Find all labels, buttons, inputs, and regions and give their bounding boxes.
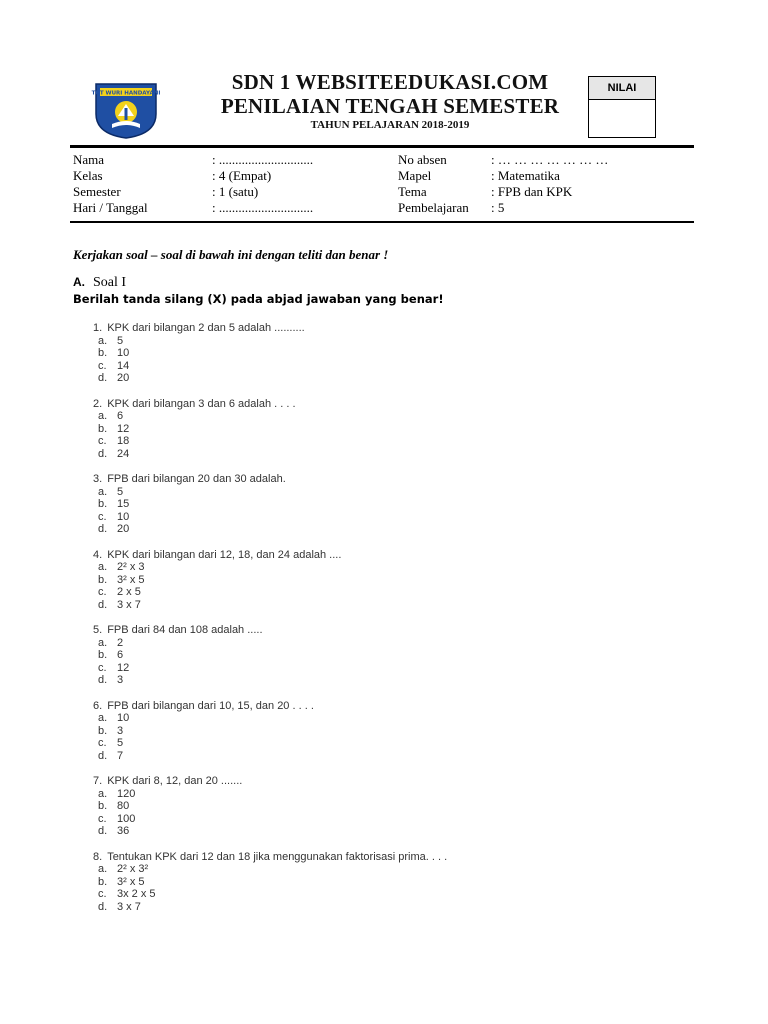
answer-option[interactable]	[93, 360, 447, 373]
option-letter: a.	[98, 485, 108, 498]
info-label: Semester	[73, 184, 121, 199]
question-text	[93, 549, 447, 562]
question-item	[93, 473, 447, 549]
question-item	[93, 624, 447, 700]
answer-option[interactable]	[93, 335, 447, 348]
info-value: : FPB dan KPK	[491, 184, 573, 199]
question-item	[93, 322, 447, 398]
info-value: : 1 (satu)	[212, 184, 259, 199]
answer-option[interactable]	[93, 813, 447, 826]
question-list	[93, 322, 447, 926]
answer-option[interactable]	[93, 486, 447, 499]
question-item	[93, 775, 447, 851]
answer-option[interactable]	[93, 725, 447, 738]
question-number: 8.	[93, 850, 103, 863]
question-number: 6.	[93, 699, 103, 712]
option-letter: d.	[98, 749, 108, 762]
option-letter: d.	[98, 825, 108, 837]
answer-option[interactable]	[93, 498, 447, 511]
section-heading	[73, 275, 126, 291]
answer-option[interactable]	[93, 448, 447, 461]
answer-option[interactable]	[93, 662, 447, 675]
option-text: 7	[117, 749, 124, 762]
option-text: 2² x 3²	[117, 863, 149, 875]
option-letter: c.	[98, 661, 107, 674]
answer-option[interactable]	[93, 825, 447, 838]
question-text	[93, 700, 447, 713]
section-title: Soal I	[93, 275, 127, 290]
option-letter: c.	[98, 737, 107, 749]
option-text: 10	[117, 712, 130, 724]
option-text: 5	[117, 334, 124, 347]
option-text: 20	[117, 523, 130, 535]
option-text: 2² x 3	[117, 561, 145, 573]
question-text	[93, 624, 447, 637]
question-item	[93, 700, 447, 776]
question-item	[93, 398, 447, 474]
question-number: 2.	[93, 397, 103, 410]
info-label: Mapel	[398, 168, 432, 183]
option-text: 2 x 5	[117, 586, 141, 598]
option-letter: b.	[98, 724, 108, 737]
question-text	[93, 473, 447, 486]
exam-title: PENILAIAN TENGAH SEMESTER	[220, 94, 560, 118]
question-body: KPK dari bilangan dari 12, 18, dan 24 adalah ....	[107, 548, 342, 561]
answer-option[interactable]	[93, 888, 447, 901]
option-letter: d.	[98, 900, 108, 913]
info-value: : 5	[491, 200, 505, 215]
info-label: Tema	[398, 184, 427, 199]
question-number: 7.	[93, 775, 103, 787]
option-text: 5	[117, 485, 124, 498]
option-letter: b.	[98, 422, 108, 435]
option-text: 3	[117, 674, 124, 686]
question-body: FPB dari bilangan 20 dan 30 adalah.	[107, 473, 286, 485]
option-text: 20	[117, 372, 130, 384]
question-number: 4.	[93, 548, 103, 561]
answer-option[interactable]	[93, 712, 447, 725]
info-value: : .............................	[212, 200, 314, 215]
option-text: 5	[117, 737, 124, 749]
option-letter: d.	[98, 372, 108, 384]
answer-option[interactable]	[93, 750, 447, 763]
answer-option[interactable]	[93, 586, 447, 599]
answer-option[interactable]	[93, 863, 447, 876]
option-letter: d.	[98, 674, 108, 686]
answer-option[interactable]	[93, 876, 447, 889]
question-body: KPK dari bilangan 3 dan 6 adalah . . . .	[107, 397, 296, 410]
score-box	[588, 76, 656, 138]
option-text: 10	[117, 347, 130, 359]
info-value: : … … … … … … …	[491, 152, 609, 167]
answer-option[interactable]	[93, 637, 447, 650]
option-letter: a.	[98, 712, 108, 724]
instruction-text: Kerjakan soal – soal di bawah ini dengan teliti dan benar !	[73, 247, 389, 262]
option-text: 10	[117, 510, 130, 523]
score-label: NILAI	[589, 77, 655, 100]
question-text	[93, 851, 447, 864]
info-label: Hari / Tanggal	[73, 200, 148, 215]
option-text: 24	[117, 447, 130, 460]
option-letter: c.	[98, 359, 107, 372]
info-label: Nama	[73, 152, 105, 167]
option-letter: b.	[98, 649, 108, 661]
option-text: 100	[117, 812, 136, 825]
academic-year: TAHUN PELAJARAN 2018-2019	[310, 119, 470, 131]
option-text: 2	[117, 636, 124, 649]
option-letter: a.	[98, 410, 108, 422]
option-letter: d.	[98, 447, 108, 460]
svg-text:TUT WURI HANDAYANI: TUT WURI HANDAYANI	[91, 90, 161, 97]
option-text: 18	[117, 435, 130, 447]
divider-bottom	[70, 221, 694, 223]
divider-top	[70, 145, 694, 148]
option-text: 3 x 7	[117, 900, 141, 913]
section-letter: A.	[73, 275, 85, 289]
option-letter: a.	[98, 787, 108, 800]
option-text: 80	[117, 800, 130, 812]
question-text	[93, 775, 447, 788]
tut-wuri-handayani-logo	[90, 78, 162, 140]
option-letter: b.	[98, 875, 108, 888]
option-text: 3 x 7	[117, 598, 141, 611]
question-number: 1.	[93, 322, 103, 334]
option-text: 36	[117, 825, 130, 837]
school-name: SDN 1 WEBSITEEDUKASI.COM	[231, 70, 549, 94]
option-letter: c.	[98, 888, 107, 900]
info-label: No absen	[398, 152, 447, 167]
answer-option[interactable]	[93, 737, 447, 750]
option-letter: a.	[98, 334, 108, 347]
info-value: : .............................	[212, 152, 314, 167]
option-text: 6	[117, 649, 124, 661]
option-letter: c.	[98, 435, 107, 447]
option-letter: c.	[98, 510, 107, 523]
question-body: FPB dari 84 dan 108 adalah .....	[107, 624, 263, 636]
answer-option[interactable]	[93, 410, 447, 423]
option-letter: c.	[98, 586, 107, 598]
option-letter: a.	[98, 636, 108, 649]
option-text: 3² x 5	[117, 875, 145, 888]
option-text: 3x 2 x 5	[117, 888, 156, 900]
option-letter: b.	[98, 347, 108, 359]
answer-option[interactable]	[93, 674, 447, 687]
option-letter: a.	[98, 561, 108, 573]
option-text: 3² x 5	[117, 573, 145, 586]
answer-option[interactable]	[93, 435, 447, 448]
option-text: 3	[117, 724, 124, 737]
answer-option[interactable]	[93, 901, 447, 914]
option-text: 12	[117, 422, 130, 435]
question-body: KPK dari 8, 12, dan 20 .......	[107, 775, 243, 787]
answer-option[interactable]	[93, 372, 447, 385]
question-number: 3.	[93, 473, 103, 485]
option-text: 15	[117, 498, 130, 510]
question-body: FPB dari bilangan dari 10, 15, dan 20 . . . .	[107, 699, 314, 712]
answer-option[interactable]	[93, 523, 447, 536]
question-body: KPK dari bilangan 2 dan 5 adalah ..........	[107, 322, 305, 334]
info-label: Kelas	[73, 168, 103, 183]
answer-option[interactable]	[93, 800, 447, 813]
answer-option[interactable]	[93, 561, 447, 574]
option-letter: d.	[98, 598, 108, 611]
option-text: 120	[117, 787, 136, 800]
option-letter: b.	[98, 800, 108, 812]
answer-option[interactable]	[93, 347, 447, 360]
question-item	[93, 851, 447, 927]
option-letter: c.	[98, 812, 107, 825]
option-letter: b.	[98, 498, 108, 510]
answer-option[interactable]	[93, 574, 447, 587]
question-body: Tentukan KPK dari 12 dan 18 jika menggunakan faktorisasi prima. . . .	[107, 850, 448, 863]
question-number: 5.	[93, 624, 103, 636]
option-text: 14	[117, 359, 130, 372]
option-text: 6	[117, 410, 124, 422]
question-item	[93, 549, 447, 625]
section-directive: Berilah tanda silang (X) pada abjad jawaban yang benar!	[73, 292, 444, 306]
option-letter: a.	[98, 863, 108, 875]
option-text: 12	[117, 661, 130, 674]
question-text	[93, 322, 447, 335]
answer-option[interactable]	[93, 423, 447, 436]
answer-option[interactable]	[93, 649, 447, 662]
question-text	[93, 398, 447, 411]
info-label: Pembelajaran	[398, 200, 469, 215]
answer-option[interactable]	[93, 599, 447, 612]
answer-option[interactable]	[93, 511, 447, 524]
option-letter: b.	[98, 573, 108, 586]
answer-option[interactable]	[93, 788, 447, 801]
option-letter: d.	[98, 523, 108, 535]
info-value: : Matematika	[491, 168, 560, 183]
info-value: : 4 (Empat)	[212, 168, 272, 183]
